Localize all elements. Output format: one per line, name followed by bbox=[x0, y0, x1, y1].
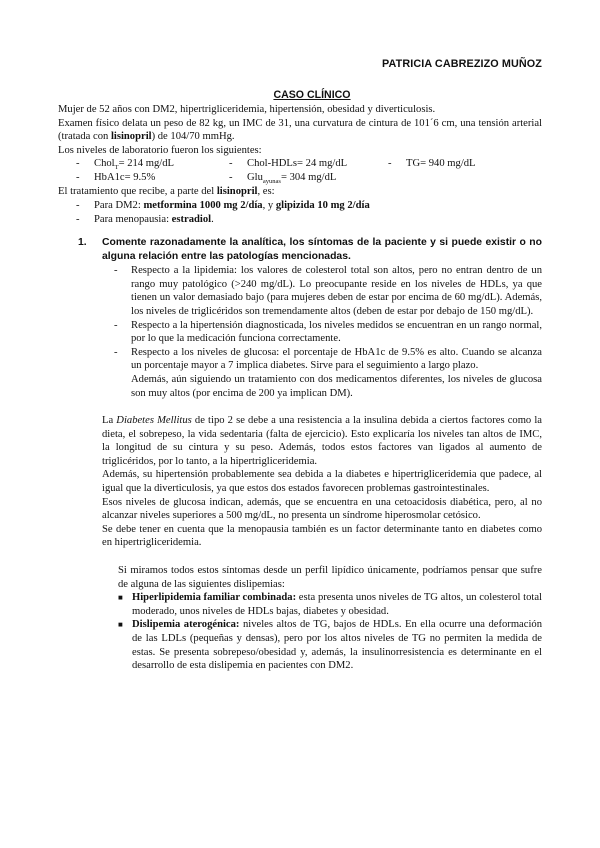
intro-labs-heading: Los niveles de laboratorio fueron los siguientes: bbox=[58, 144, 262, 156]
author-name: PATRICIA CABREZIZO MUÑOZ bbox=[382, 58, 542, 70]
lab-values bbox=[76, 157, 542, 185]
discussion-ketoacidosis: Esos niveles de glucosa indican, además, que se encuentra en una cetoacidosis diabética, pero, al no alcanzar niveles superiores a 500 mg/dL, no presenta un síndrome hiperosmolar cetósico. bbox=[102, 496, 542, 522]
lab-glucose: - Glu$_{ayunas}$= 304 mg/dL bbox=[229, 172, 337, 186]
treatment-heading: El tratamiento que recibe, a parte del lisinopril, es: bbox=[58, 186, 275, 198]
intro-exam: Examen físico delata un peso de 82 kg, un IMC de 31, una curvatura de cintura de 101´6 cm, una tensión arterial (tratada con lisinopril) de 104/70 mmHg. bbox=[58, 117, 542, 143]
answer-lipidemia: - Respecto a la lipidemia: los valores de colesterol total son altos, pero no entran dentro de un rango muy patológico (>240 mg/dL). Lo preocupante reside en los niveles de HDLs, ya que tienen un valor demasiado bajo (para mujeres deben de estar por encima de 60 mg/dL). Además, los niveles de triglicéridos son tremendamente altos (deben de estar por debajo de 150 mg/dL). bbox=[114, 265, 542, 317]
lab-tg: - TG= 940 mg/dL bbox=[388, 158, 476, 170]
document-body bbox=[58, 103, 542, 673]
treatment-menopause: - Para menopausia: estradiol. bbox=[76, 213, 214, 225]
discussion-diabetes: La Diabetes Mellitus de tipo 2 se debe a una resistencia a la insulina debida a ciertos factores como la dieta, el sobrepeso, la vida sedentaria (falta de ejercicio). Esto explicaría los niveles tan altos de IMC, la longitud de su cintura y su peso. Además, todos estos factores van ligados al aumento de triglicéridos, por lo tanto, a la hipertrigliceridemia. bbox=[102, 415, 542, 467]
answer-hypertension: - Respecto a la hipertensión diagnosticada, los niveles medidos se encuentran en un rango normal, por lo que la medicación funciona correctamente. bbox=[114, 319, 542, 345]
discussion-hypertension: Además, su hipertensión probablemente sea debida a la diabetes e hipertrigliceridemia que padece, al igual que la diverticulosis, ya que estos dos estados favorecen problemas gastrointestinales. bbox=[102, 469, 542, 495]
lab-hdl: - Chol-HDLs= 24 mg/dL bbox=[229, 158, 348, 170]
lab-hba1c: - HbA1c= 9.5% bbox=[76, 172, 156, 184]
lab-chol: - Chol$_T$= 214 mg/dL bbox=[76, 158, 175, 172]
question-1: 1. Comente razonadamente la analítica, los síntomas de la paciente y si puede existir o no alguna relación entre las patologías mencionadas. bbox=[78, 237, 542, 263]
dyslipidemia-item-2: ■ Dislipemia aterogénica: niveles altos de TG, bajos de HDLs. En ella ocurre una deformación de las LDLs (pequeñas y densas), pero por los altos niveles de TG no permiten la medida de estas. Se presenta sobrepeso/obesidad y, además, la insulinorresistencia es determinante en el desarrollo de esta dislipemia en pacientes con DM2. bbox=[118, 619, 542, 672]
dyslipidemia-item-1: ■ Hiperlipidemia familiar combinada: esta presenta unos niveles de TG altos, un colesterol total moderado, unos niveles de HDLs bajas, diabetes y obesidad. bbox=[118, 592, 542, 617]
discussion-menopause: Se debe tener en cuenta que la menopausia también es un factor determinante tanto en diabetes como en hipertrigliceridemia. bbox=[102, 523, 542, 549]
dyslipidemia-intro: Si miramos todos estos síntomas desde un perfil lipídico únicamente, podríamos pensar que sufre de alguna de las siguientes dislipemias: bbox=[118, 565, 542, 590]
treatment-dm2: - Para DM2: metformina 1000 mg 2/día, y glipizida 10 mg 2/día bbox=[76, 199, 370, 211]
answer-glucose: - Respecto a los niveles de glucosa: el porcentaje de HbA1c de 9.5% es alto. Cuando se alcanza un porcentaje mayor a 7 implica diabetes. Sirve para el seguimiento a largo plazo. Además, aún siguiendo un tratamiento con dos medicamentos diferentes, los niveles de glucosa son muy altos (por encima de 200 ya implican DM). bbox=[114, 346, 542, 399]
intro-line: Mujer de 52 años con DM2, hipertrigliceridemia, hipertensión, obesidad y diverticulosis. bbox=[58, 104, 436, 115]
page-title: CASO CLÍNICO bbox=[273, 89, 351, 101]
